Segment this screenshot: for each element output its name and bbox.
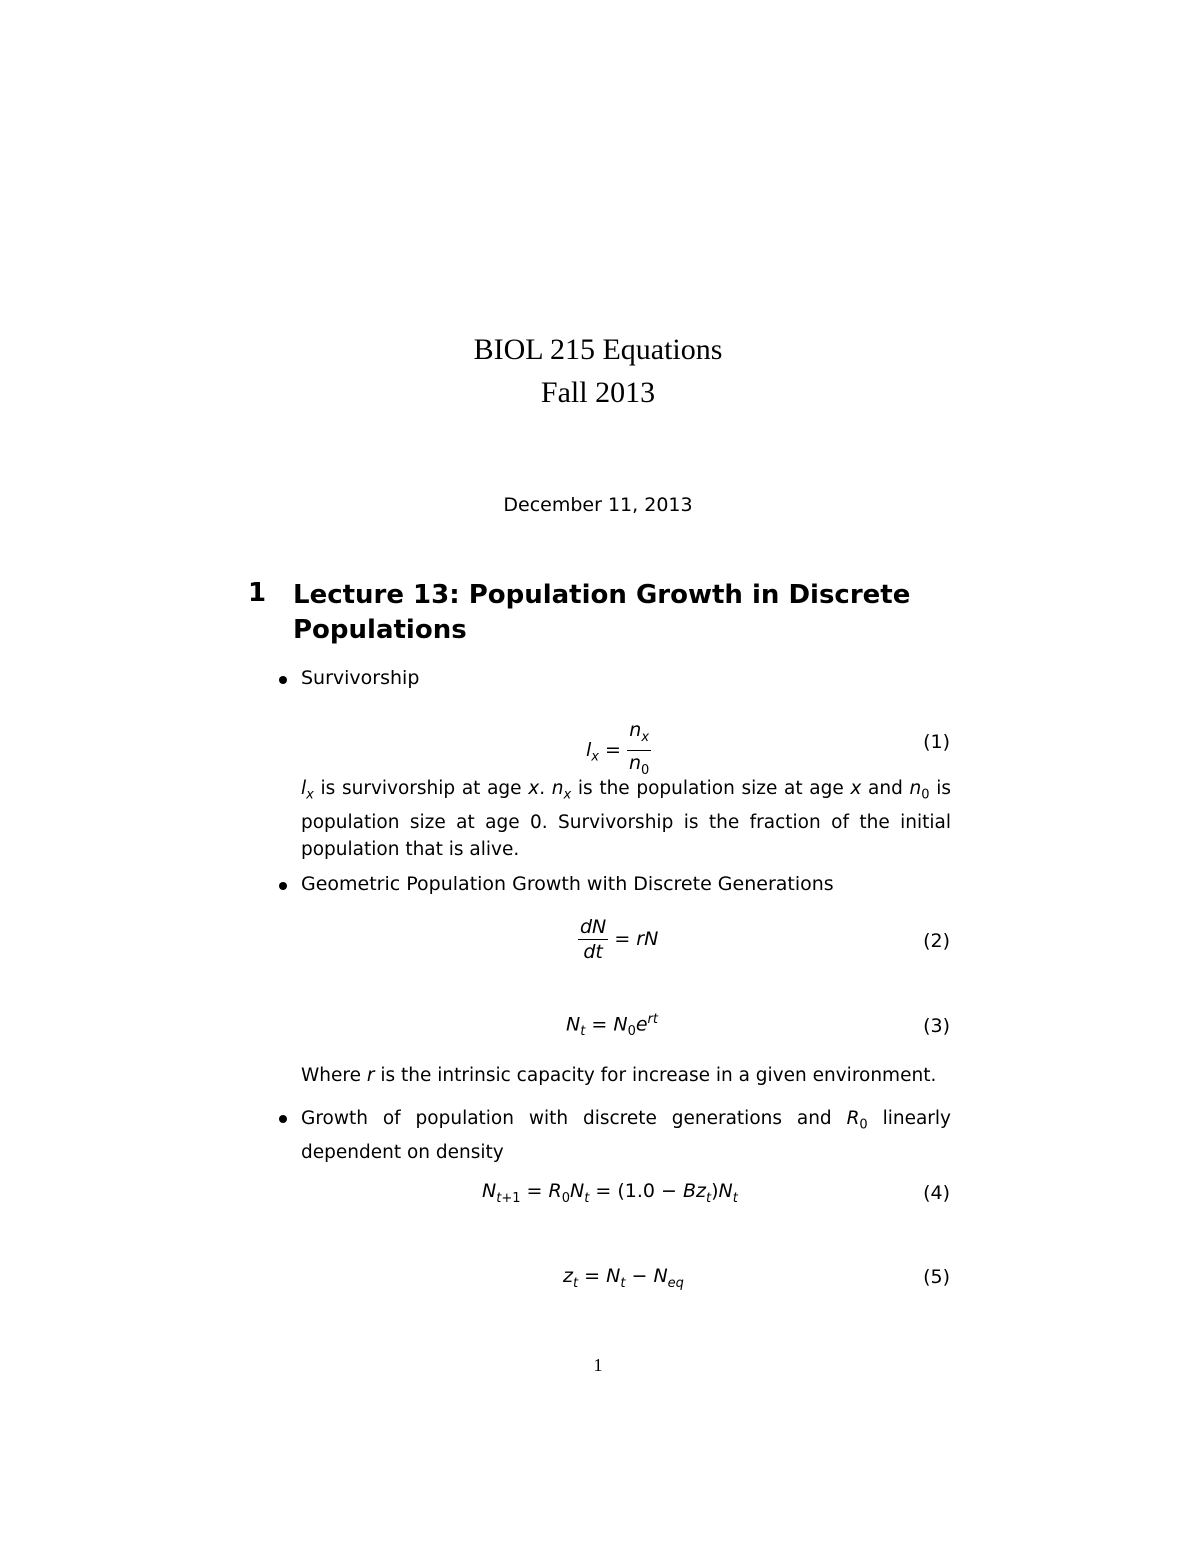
- item-label-density-growth: Growth of population with discrete generations and $R_0$ linearly dependent on density: [301, 1108, 951, 1163]
- page-number: 1: [593, 1355, 603, 1375]
- equation-3: $N_t = N_0e^{rt}$: [566, 1012, 658, 1040]
- section-number: 1: [248, 578, 267, 608]
- document-subtitle: Fall 2013: [540, 376, 656, 409]
- equation-number: (3): [923, 1015, 950, 1037]
- bullet-icon: [279, 1115, 287, 1123]
- equation-number: (2): [923, 930, 950, 952]
- bullet-icon: [279, 882, 287, 890]
- equation-1: $l_x$ = $\frac{n_x}{n_0}$: [586, 719, 650, 778]
- item-label-geometric-growth: Geometric Population Growth with Discrete Generations: [301, 873, 834, 895]
- survivorship-explanation: $l_x$ is survivorship at age x. $n_x$ is the population size at age x and $n_0$ is population size at age 0. Survivorship is the fraction of the initial population that is alive.: [301, 778, 951, 860]
- document-title: BIOL 215 Equations: [473, 333, 723, 366]
- equation-number: (5): [923, 1266, 950, 1288]
- bullet-icon: [279, 676, 287, 684]
- document-date: December 11, 2013: [503, 494, 693, 516]
- item-label-survivorship: Survivorship: [301, 667, 420, 689]
- equation-4: $N_{t+1} = R_0N_t = (1.0 - Bz_t)N_t$: [482, 1180, 738, 1206]
- equation-number: (4): [923, 1182, 950, 1204]
- equation-2: $\frac{dN}{dt}$ = rN: [580, 916, 659, 963]
- section-title: Lecture 13: Population Growth in Discrete Populations: [293, 580, 911, 645]
- equation-5: $z_t = N_t - N_{eq}$: [563, 1265, 684, 1291]
- growth-explanation: Where r is the intrinsic capacity for increase in a given environment.: [301, 1065, 937, 1086]
- equation-number: (1): [923, 731, 950, 753]
